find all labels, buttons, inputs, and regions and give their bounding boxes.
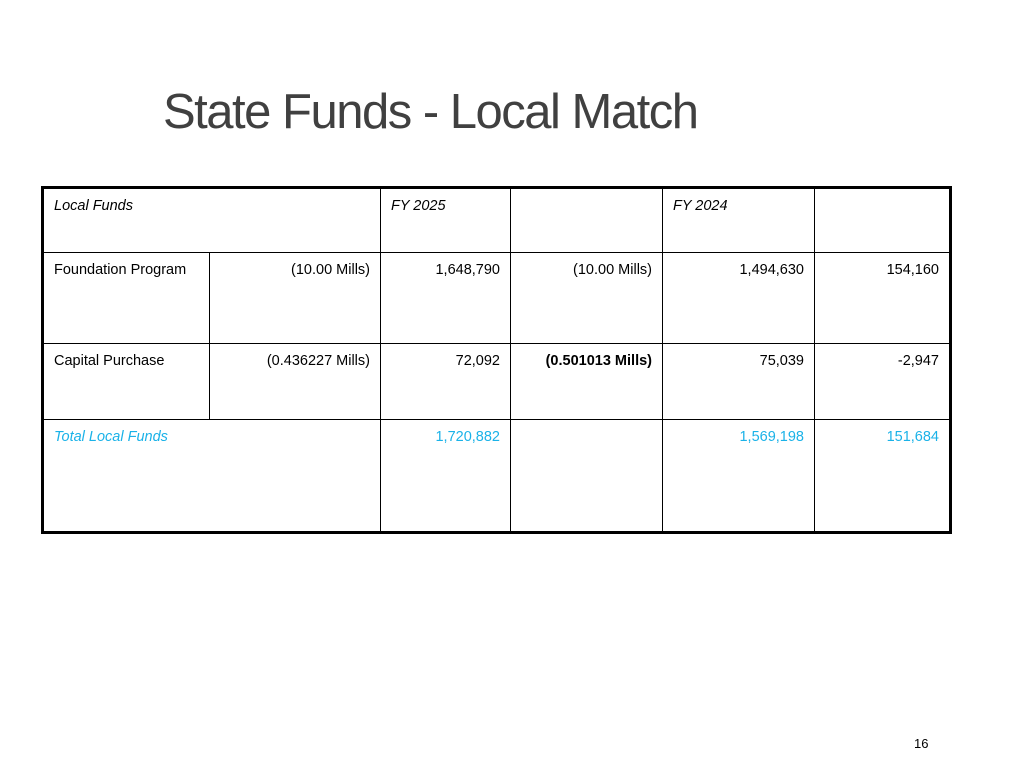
local-funds-table (41, 186, 952, 534)
total-difference: 151,684 (815, 420, 951, 533)
row-label: Foundation Program (43, 253, 210, 344)
total-empty-cell (511, 420, 663, 533)
slide-title: State Funds - Local Match (163, 85, 698, 139)
mills-prior: (0.501013 Mills) (511, 344, 663, 420)
page-number: 16 (914, 736, 929, 751)
amount-current: 72,092 (381, 344, 511, 420)
mills-prior: (10.00 Mills) (511, 253, 663, 344)
header-fy-current: FY 2025 (381, 188, 511, 253)
amount-prior: 75,039 (663, 344, 815, 420)
mills-current: (0.436227 Mills) (210, 344, 381, 420)
table-total-row (43, 420, 951, 533)
row-label: Capital Purchase (43, 344, 210, 420)
table-row (43, 253, 951, 344)
total-amount-prior: 1,569,198 (663, 420, 815, 533)
table-header-row (43, 188, 951, 253)
difference: -2,947 (815, 344, 951, 420)
table-row (43, 344, 951, 420)
amount-prior: 1,494,630 (663, 253, 815, 344)
difference: 154,160 (815, 253, 951, 344)
total-amount-current: 1,720,882 (381, 420, 511, 533)
header-empty-cell (815, 188, 951, 253)
header-local-funds: Local Funds (43, 188, 381, 253)
header-fy-prior: FY 2024 (663, 188, 815, 253)
header-empty-cell (511, 188, 663, 253)
total-label: Total Local Funds (43, 420, 381, 533)
mills-current: (10.00 Mills) (210, 253, 381, 344)
amount-current: 1,648,790 (381, 253, 511, 344)
